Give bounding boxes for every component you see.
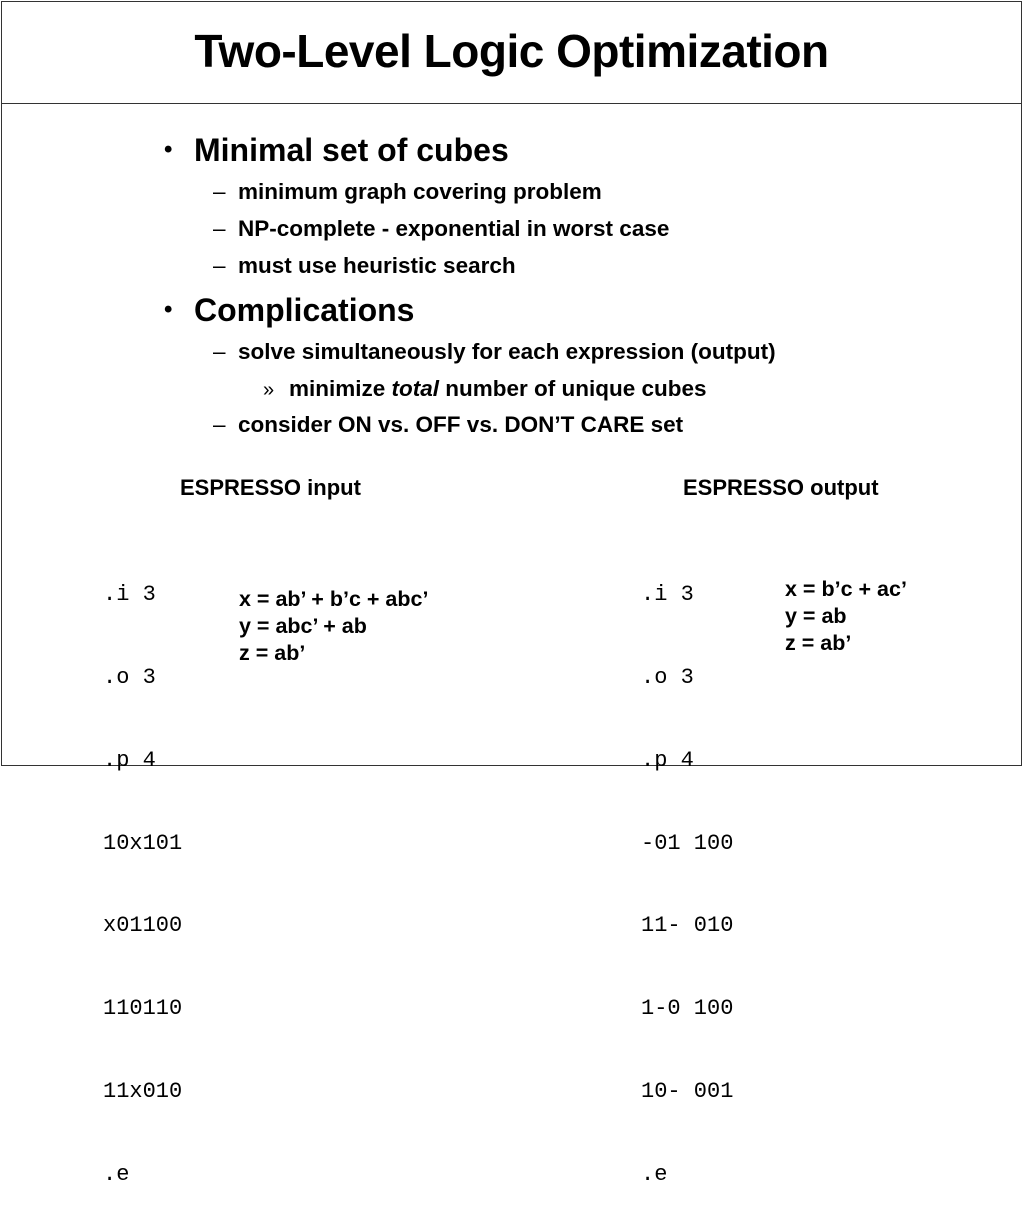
text-after: number of unique cubes: [439, 376, 707, 401]
code-line: 11x010: [103, 1078, 183, 1104]
bullet-label: Complications: [194, 292, 415, 328]
bullet-complications: [164, 292, 414, 329]
code-line: 11- 010: [641, 913, 734, 939]
subbullet-label: NP-complete - exponential in worst case: [238, 216, 670, 241]
dash-marker: –: [213, 179, 226, 204]
equation: x = b’c + ac’: [785, 577, 907, 601]
equation: z = ab’: [239, 641, 306, 665]
subbullet-label: minimum graph covering problem: [238, 179, 602, 204]
equation: x = ab’ + b’c + abc’: [239, 587, 429, 611]
subbullet-label: consider ON vs. OFF vs. DON’T CARE set: [238, 412, 684, 437]
subbullet-heuristic: [213, 253, 516, 279]
code-line: -01 100: [641, 830, 734, 856]
subbullet-label: solve simultaneously for each expression (output): [238, 339, 776, 364]
code-line: .e: [103, 1161, 130, 1187]
code-line: .o 3: [103, 664, 156, 690]
bullet-minimal-set: [164, 132, 509, 169]
code-line: .o 3: [641, 664, 694, 690]
dash-marker: –: [213, 339, 226, 364]
code-line: .i 3: [103, 582, 156, 608]
espresso-input-heading: ESPRESSO input: [180, 475, 361, 500]
slide-title: Two-Level Logic Optimization: [194, 25, 829, 77]
code-line: .p 4: [103, 747, 156, 773]
code-line: .e: [641, 1161, 668, 1187]
espresso-output-equations: [785, 576, 907, 657]
dash-marker: –: [213, 253, 226, 278]
subbullet-np-complete: [213, 216, 669, 242]
subbullet-label: must use heuristic search: [238, 253, 516, 278]
code-line: .i 3: [641, 582, 694, 608]
espresso-output-heading: ESPRESSO output: [683, 475, 879, 500]
equation: y = abc’ + ab: [239, 614, 367, 638]
equation: z = ab’: [785, 631, 852, 655]
equation: y = ab: [785, 604, 847, 628]
espresso-input-equations: [239, 586, 428, 667]
code-line: 1-0 100: [641, 996, 734, 1022]
subbullet-solve-simultaneously: [213, 339, 776, 365]
code-line: .p 4: [641, 747, 694, 773]
dash-marker: –: [213, 216, 226, 241]
subbullet-on-off-dc: [213, 412, 683, 438]
bullet-marker: •: [164, 296, 173, 323]
code-line: x01100: [103, 913, 183, 939]
code-line: 110110: [103, 996, 183, 1022]
dash-marker: –: [213, 412, 226, 437]
title-bar: [2, 2, 1021, 104]
chevron-marker: »: [263, 379, 275, 401]
espresso-input-code: [103, 526, 182, 1216]
bullet-marker: •: [164, 136, 173, 163]
bullet-label: Minimal set of cubes: [194, 132, 509, 168]
text-italic: total: [391, 376, 440, 401]
subbullet-graph-covering: [213, 179, 602, 205]
code-line: 10- 001: [641, 1078, 734, 1104]
text-before: minimize: [289, 376, 392, 401]
code-line: 10x101: [103, 830, 183, 856]
subsubbullet-minimize-total: [263, 376, 707, 402]
espresso-output-code: [641, 526, 733, 1216]
